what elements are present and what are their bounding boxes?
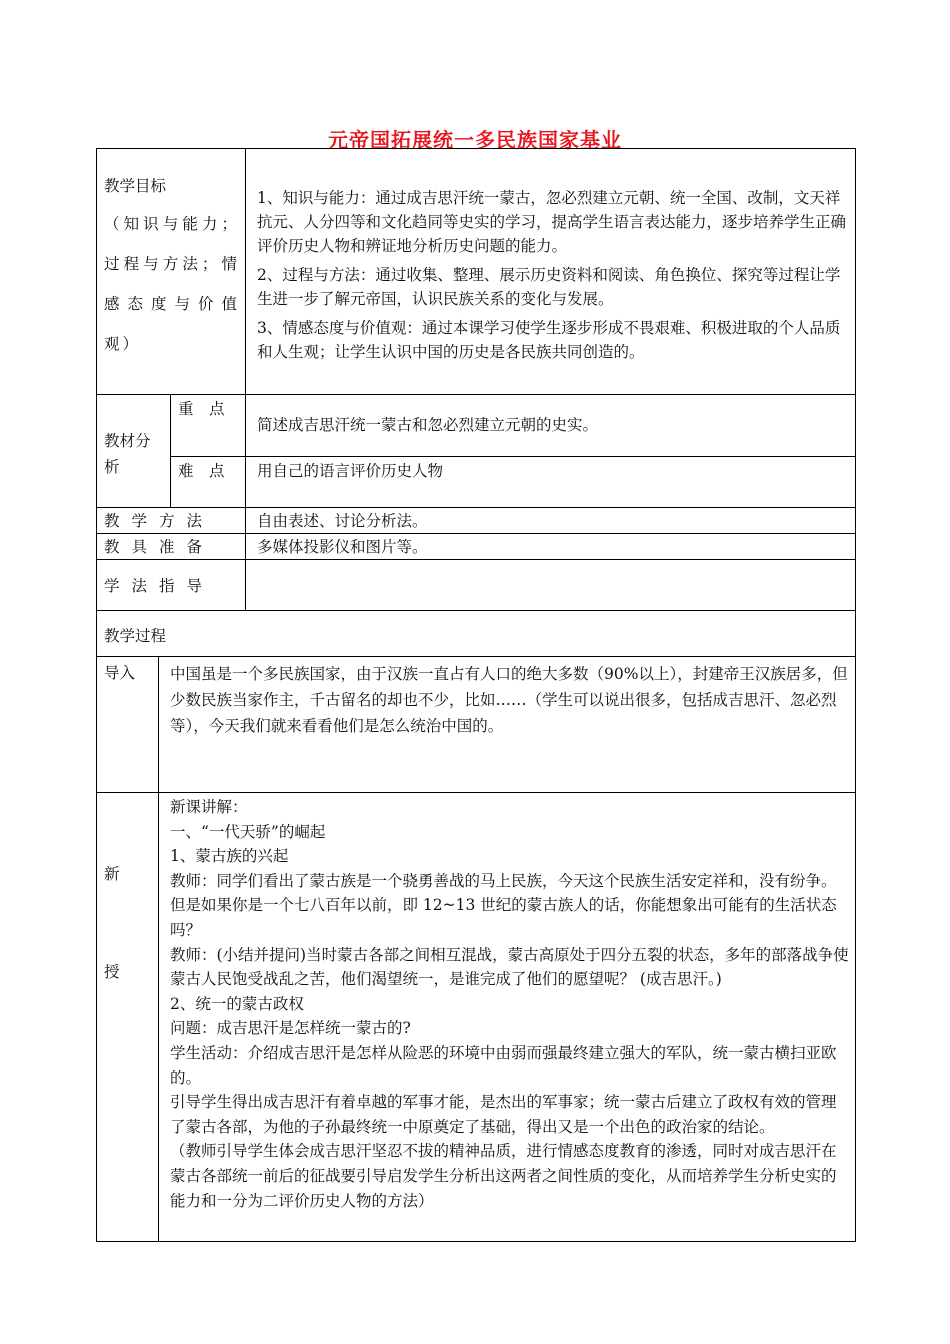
study-label: 学法指导	[104, 577, 215, 595]
objective-item: 2、过程与方法：通过收集、整理、展示历史资料和阅读、角色换位、探究等过程让学生进一步了解元帝国，认识民族关系的变化与发展。	[257, 266, 841, 308]
intro-label: 导入	[104, 664, 136, 682]
document-title: 元帝国拓展统一多民族国家基业	[328, 128, 622, 152]
tools-label: 教具准备	[104, 538, 215, 556]
objectives-label	[104, 174, 240, 364]
method-label: 教学方法	[104, 512, 215, 530]
lesson-line: 问题：成吉思汗是怎样统一蒙古的?	[170, 1019, 411, 1038]
objectives-label-main: 教学目标	[104, 177, 167, 195]
difficult-point-content: 用自己的语言评价历史人物	[257, 462, 444, 480]
objective-item: 1、知识与能力：通过成吉思汗统一蒙古，忽必烈建立元朝、统一全国、改制，文天祥抗元、人分四等和文化趋同等史实的学习，提高学生语言表达能力，逐步培养学生正确评价历史人物和辨证地分析历史问题的能力。	[257, 189, 847, 255]
objectives-content	[257, 186, 847, 364]
lesson-line: 新课讲解：	[170, 798, 248, 816]
lesson-line: 2、统一的蒙古政权	[170, 994, 304, 1013]
process-label: 教学过程	[104, 627, 167, 645]
objective-item: 3、情感态度与价值观：通过本课学习使学生逐步形成不畏艰难、积极进取的个人品质和人生观；让学生认识中国的历史是各民族共同创造的。	[257, 319, 841, 361]
lesson-line: 引导学生得出成吉思汗有着卓越的军事才能，是杰出的军事家；统一蒙古后建立了政权有效的管理了蒙古各部，为他的子孙最终统一中原奠定了基础，得出又是一个出色的政治家的结论。	[170, 1093, 837, 1136]
lesson-line: 教师：同学们看出了蒙古族是一个骁勇善战的马上民族，今天这个民族生活安定祥和，没有纷争。但是如果你是一个七八百年以前，即 12~13 世纪的蒙古族人的话，你能想象出可能有的生活状态吗？	[170, 871, 837, 939]
key-point-content: 简述成吉思汗统一蒙古和忽必烈建立元朝的史实。	[257, 416, 599, 434]
lesson-line: 一、“一代天骄”的崛起	[170, 822, 326, 841]
intro-content: 中国虽是一个多民族国家，由于汉族一直占有人口的绝大多数（90%以上），封建帝王汉族居多，但少数民族当家作主，千古留名的却也不少，比如……（学生可以说出很多，包括成吉思汗、忽必烈等），今天我们就来看看他们是怎么统治中国的。	[170, 665, 848, 735]
lesson-line: 学生活动：介绍成吉思汗是怎样从险恶的环境中由弱而强最终建立强大的军队，统一蒙古横扫亚欧的。	[170, 1043, 837, 1087]
objectives-label-sub: （知识与能力；过程与方法；情感态度与价值观）	[104, 215, 240, 353]
textbook-label: 教材分析	[104, 432, 151, 476]
method-content: 自由表述、讨论分析法。	[257, 512, 428, 530]
new-lesson-content	[170, 795, 850, 1213]
key-point-label: 重 点	[178, 400, 225, 418]
new-lesson-label-1: 新	[104, 865, 120, 883]
difficult-point-label: 难 点	[178, 462, 225, 480]
lesson-line: （教师引导学生体会成吉思汗坚忍不拔的精神品质，进行情感态度教育的渗透，同时对成吉思汗在蒙古各部统一前后的征战要引导启发学生分析出这两者之间性质的变化，从而培养学生分析史实的能力和一分为二评价历史人物的方法）	[170, 1142, 837, 1210]
new-lesson-label-2: 授	[104, 963, 120, 981]
lesson-line: 1、蒙古族的兴起	[170, 847, 289, 866]
lesson-line: 教师：(小结并提问)当时蒙古各部之间相互混战，蒙古高原处于四分五裂的状态，多年的部落战争使蒙古人民饱受战乱之苦，他们渴望统一，是谁完成了他们的愿望呢？ (成吉思汗。)	[170, 945, 849, 989]
tools-content: 多媒体投影仪和图片等。	[257, 538, 428, 556]
